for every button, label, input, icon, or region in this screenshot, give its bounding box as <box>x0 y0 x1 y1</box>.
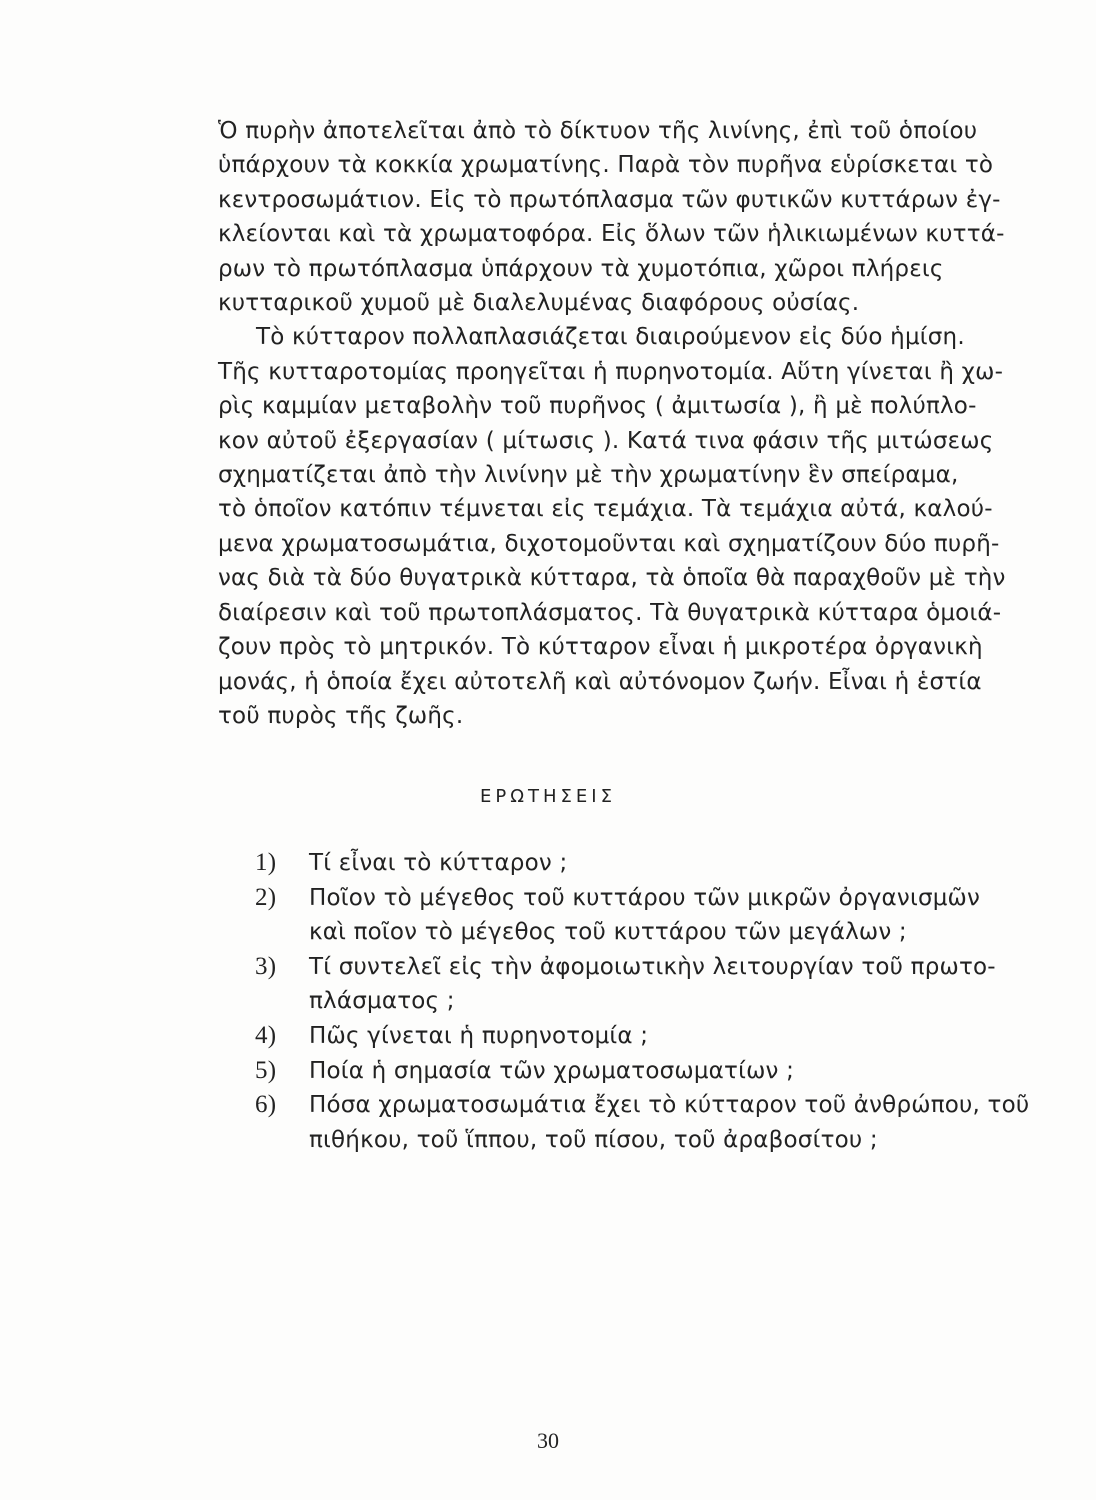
question-number: 6) <box>255 1091 277 1119</box>
text-line: ὑπάρχουν τὰ κοκκία χρωματίνης. Παρὰ τὸν πυρῆνα εὑρίσκεται τὸ <box>218 152 994 179</box>
text-line: κυτταρικοῦ χυμοῦ μὲ διαλελυμένας διαφόρους οὐσίας. <box>218 290 860 317</box>
question-number: 1) <box>255 849 277 876</box>
text-line: κον αὐτοῦ ἐξεργασίαν ( μίτωσις ). Κατά τινα φάσιν τῆς μιτώσεως <box>218 427 994 454</box>
question-number: 5) <box>255 1056 277 1084</box>
questions-list <box>255 846 1055 1157</box>
question-number: 4) <box>255 1021 277 1049</box>
question-item <box>255 1019 1055 1054</box>
question-item <box>255 1054 1055 1089</box>
question-text: Τί συντελεῖ εἰς τὴν ἀφομοιωτικὴν λειτουργίαν τοῦ πρωτο- <box>309 953 996 980</box>
text-line: Ὁ πυρὴν ἀποτελεῖται ἀπὸ τὸ δίκτυον τῆς λινίνης, ἐπὶ τοῦ ὁποίου <box>218 118 978 144</box>
text-line: ρων τὸ πρωτόπλασμα ὑπάρχουν τὰ χυμοτόπια, χῶροι πλήρεις <box>218 255 944 282</box>
page-number: 30 <box>537 1428 559 1453</box>
text-line: διαίρεσιν καὶ τοῦ πρωτοπλάσματος. Τὰ θυγατρικὰ κύτταρα ὁμοιά- <box>218 599 1002 626</box>
question-item <box>255 1088 1055 1123</box>
text-line: μονάς, ἡ ὁποία ἔχει αὐτοτελῆ καὶ αὐτόνομον ζωήν. Εἶναι ἡ ἑστία <box>218 668 982 695</box>
text-line: σχηματίζεται ἀπὸ τὴν λινίνην μὲ τὴν χρωματίνην ἓν σπείραμα, <box>218 462 959 489</box>
text-line: κεντροσωμάτιον. Εἰς τὸ πρωτόπλασμα τῶν φυτικῶν κυττάρων ἐγ- <box>218 186 1001 213</box>
question-item <box>255 950 1055 985</box>
questions-heading: ΕΡΩΤΗΣΕΙΣ <box>480 786 616 807</box>
question-text: Πῶς γίνεται ἡ πυρηνοτομία ; <box>309 1022 649 1049</box>
text-line: νας διὰ τὰ δύο θυγατρικὰ κύτταρα, τὰ ὁποῖα θὰ παραχθοῦν μὲ τὴν <box>218 565 1006 592</box>
question-text: καὶ ποῖον τὸ μέγεθος τοῦ κυττάρου τῶν μεγάλων ; <box>309 919 907 946</box>
question-text: Ποῖον τὸ μέγεθος τοῦ κυττάρου τῶν μικρῶν ὀργανισμῶν <box>309 884 981 911</box>
text-line: τοῦ πυρὸς τῆς ζωῆς. <box>218 702 464 729</box>
question-text: πιθήκου, τοῦ ἵππου, τοῦ πίσου, τοῦ ἀραβοσίτου ; <box>309 1126 878 1153</box>
text-line: μενα χρωματοσωμάτια, διχοτομοῦνται καὶ σχηματίζουν δύο πυρῆ- <box>218 530 1000 557</box>
question-continuation <box>255 1123 1055 1158</box>
question-text: Ποία ἡ σημασία τῶν χρωματοσωματίων ; <box>309 1057 795 1084</box>
body-text <box>218 114 1048 733</box>
text-line: ζουν πρὸς τὸ μητρικόν. Τὸ κύτταρον εἶναι ἡ μικροτέρα ὀργανικὴ <box>218 634 983 661</box>
question-text: πλάσματος ; <box>309 988 455 1015</box>
question-item <box>255 846 1055 881</box>
question-continuation <box>255 915 1055 950</box>
text-line: τὸ ὁποῖον κατόπιν τέμνεται εἰς τεμάχια. Τὰ τεμάχια αὐτά, καλού- <box>218 496 993 523</box>
question-item <box>255 881 1055 916</box>
question-continuation <box>255 984 1055 1019</box>
question-text: Τί εἶναι τὸ κύτταρον ; <box>309 850 568 876</box>
text-line: ρὶς καμμίαν μεταβολὴν τοῦ πυρῆνος ( ἀμιτωσία ), ἢ μὲ πολύπλο- <box>218 393 977 420</box>
question-text: Πόσα χρωματοσωμάτια ἔχει τὸ κύτταρον τοῦ ἀνθρώπου, τοῦ <box>309 1092 1030 1119</box>
text-line: Τῆς κυτταροτομίας προηγεῖται ἡ πυρηνοτομία. Αὕτη γίνεται ἢ χω- <box>218 358 1004 385</box>
question-number: 2) <box>255 883 277 911</box>
text-line: κλείονται καὶ τὰ χρωματοφόρα. Εἰς ὅλων τῶν ἡλικιωμένων κυττά- <box>218 221 1005 248</box>
paragraph-start-line: Τὸ κύτταρον πολλαπλασιάζεται διαιρούμενον εἰς δύο ἡμίση. <box>256 324 965 351</box>
question-number: 3) <box>255 952 277 980</box>
